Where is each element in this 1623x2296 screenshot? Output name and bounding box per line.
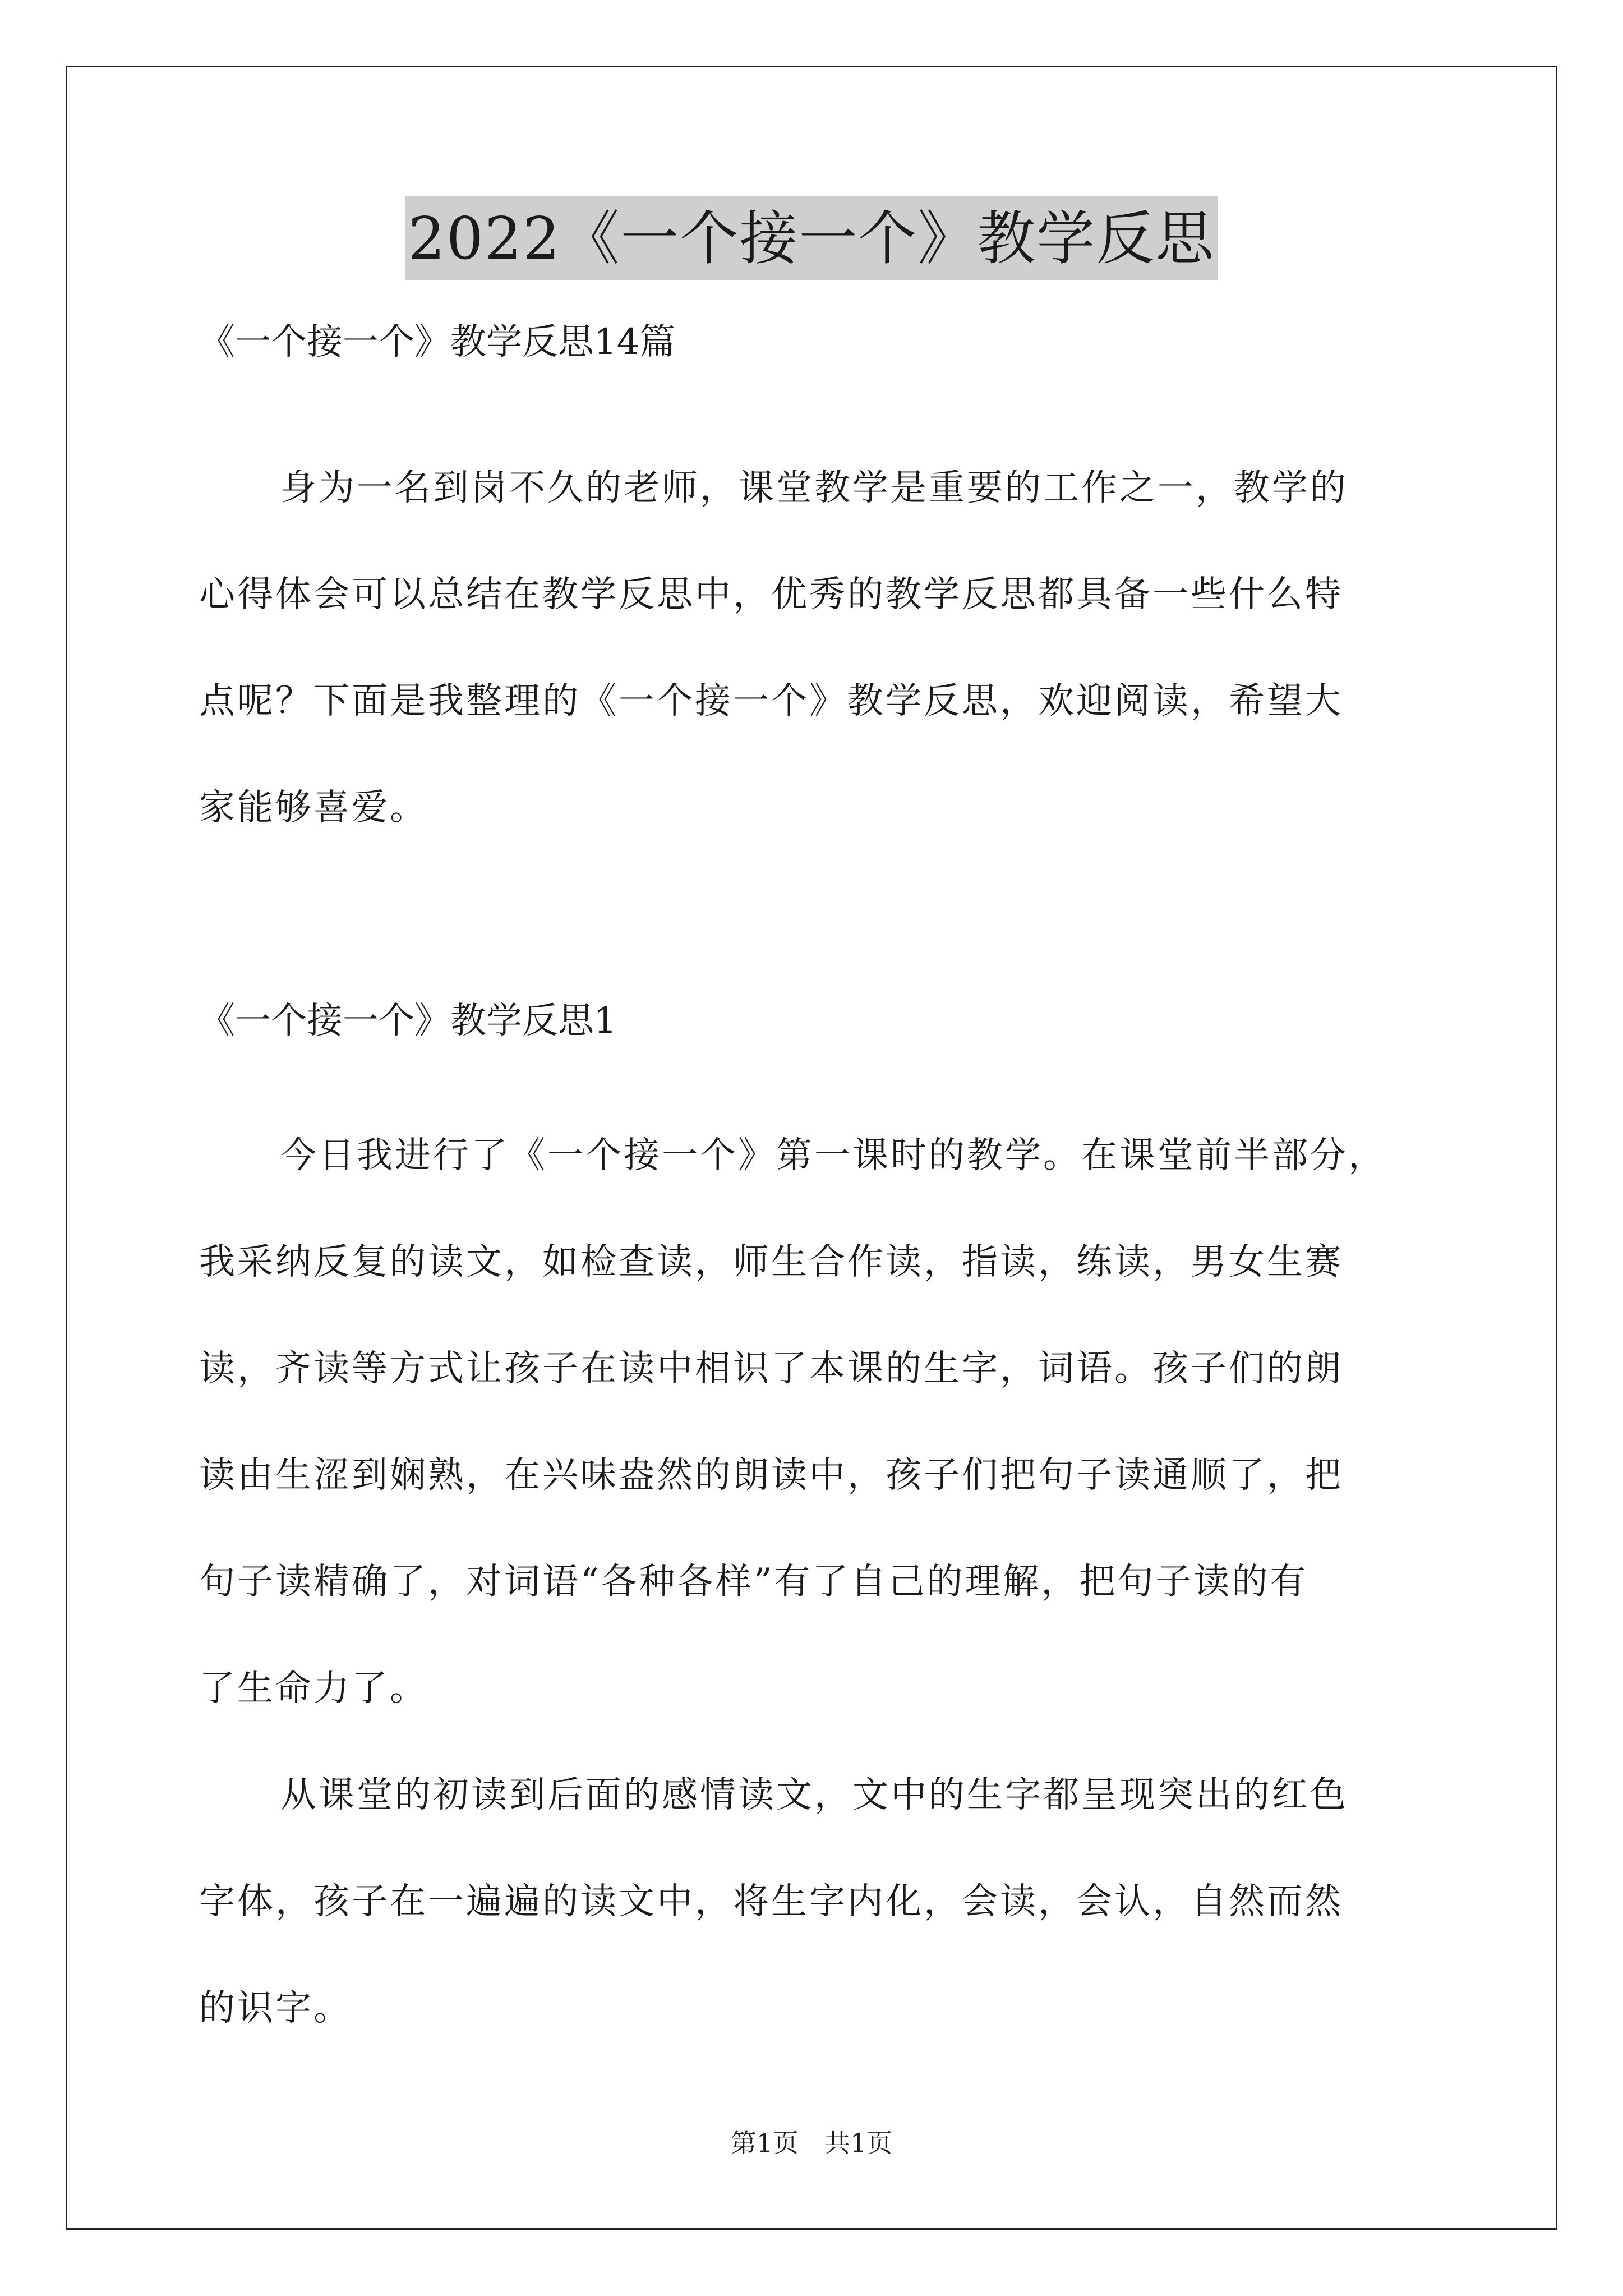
section-heading: 《一个接一个》教学反思1 (199, 1000, 617, 1042)
paragraph-line: 点呢？下面是我整理的《一个接一个》教学反思，欢迎阅读，希望大 (199, 680, 1343, 722)
paragraph-line: 今日我进行了《一个接一个》第一课时的教学。在课堂前半部分， (280, 1135, 1386, 1176)
paragraph-line: 读，齐读等方式让孩子在读中相识了本课的生字，词语。孩子们的朗 (199, 1348, 1343, 1389)
paragraph-line: 的识字。 (199, 1987, 352, 2029)
paragraph-line: 字体，孩子在一遍遍的读文中，将生字内化，会读，会认，自然而然 (199, 1881, 1343, 1922)
page-footer: 第1页 共1页 (730, 2128, 893, 2158)
paragraph-line: 心得体会可以总结在教学反思中，优秀的教学反思都具备一些什么特 (199, 574, 1343, 615)
paragraph-line: 家能够喜爱。 (199, 787, 428, 829)
paragraph-line: 了生命力了。 (199, 1668, 428, 1709)
body-paragraph-1 (199, 1102, 1433, 1742)
body-paragraph-2 (199, 1742, 1433, 2062)
paragraph-line: 句子读精确了，对词语“各种各样”有了自己的理解，把句子读的有 (199, 1561, 1308, 1603)
document-subtitle: 《一个接一个》教学反思14篇 (199, 321, 676, 363)
paragraph-line: 我采纳反复的读文，如检查读，师生合作读，指读，练读，男女生赛 (199, 1241, 1343, 1283)
paragraph-line: 身为一名到岗不久的老师，课堂教学是重要的工作之一，教学的 (280, 467, 1348, 509)
paragraph-line: 读由生涩到娴熟，在兴味盎然的朗读中，孩子们把句子读通顺了，把 (199, 1455, 1343, 1496)
document-title: 2022《一个接一个》教学反思 (405, 196, 1219, 280)
intro-paragraph (199, 435, 1433, 861)
title-container (0, 196, 1623, 280)
paragraph-line: 从课堂的初读到后面的感情读文，文中的生字都呈现突出的红色 (280, 1774, 1348, 1816)
